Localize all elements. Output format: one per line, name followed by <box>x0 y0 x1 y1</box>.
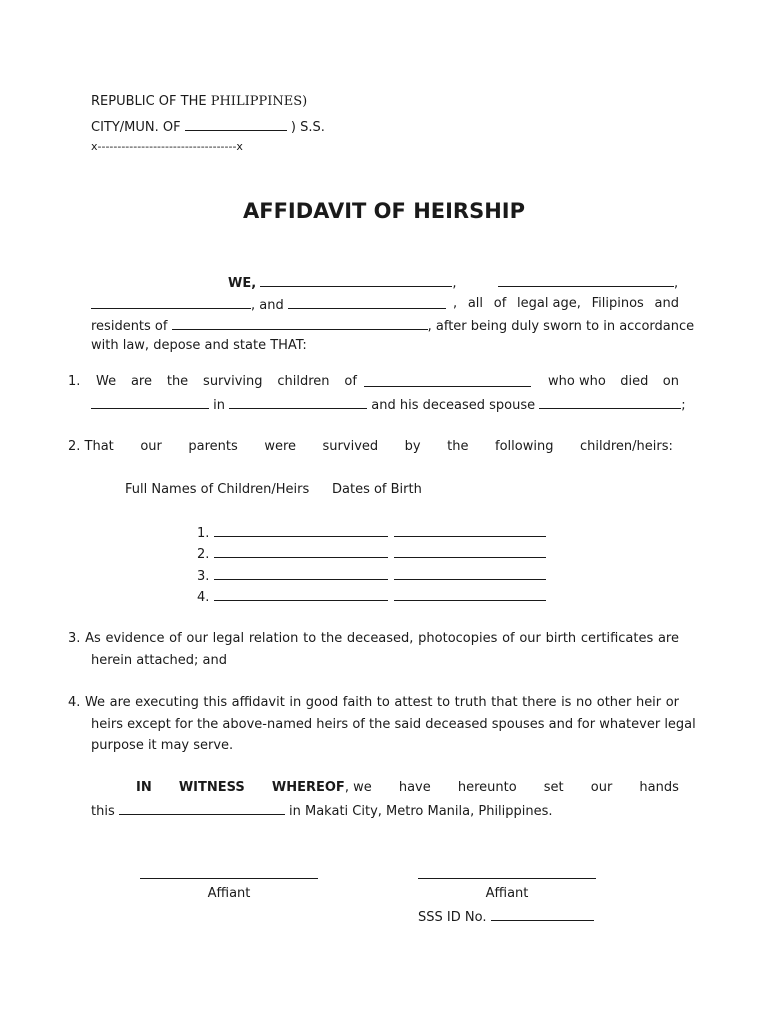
item1-who-died <box>548 374 679 390</box>
heir-row-number: 4. <box>197 590 210 605</box>
heir-name-blank-2[interactable] <box>498 274 674 287</box>
item1-line-2 <box>91 396 686 414</box>
item1-number: 1. <box>68 374 81 389</box>
item3-line-2: herein attached; and <box>91 653 228 668</box>
header-country: PHILIPPINES) <box>210 94 308 109</box>
intro-line-2 <box>91 296 446 314</box>
intro-we-line-right <box>498 274 678 292</box>
heir-row-dob-blank[interactable] <box>394 524 546 537</box>
header-republic-prefix: REPUBLIC OF THE <box>91 94 211 109</box>
item1-words <box>96 374 357 390</box>
witness-whereof: WHEREOF <box>271 780 345 795</box>
death-date-blank[interactable] <box>91 396 209 409</box>
heir-row <box>197 567 546 585</box>
item1-deceased-spouse: and his deceased spouse <box>371 398 536 413</box>
heir-row-dob-blank[interactable] <box>394 567 546 580</box>
affiant-label-right: Affiant <box>485 886 529 901</box>
heir-name-blank-3[interactable] <box>91 296 251 309</box>
item1-word: on <box>662 374 679 389</box>
item1-word: died <box>620 374 649 389</box>
item2-word: our <box>140 439 162 454</box>
intro-comma-2: , <box>674 276 679 291</box>
intro-depose: with law, depose and state THAT: <box>91 338 307 353</box>
header-separator: x-----------------------------------x <box>91 140 243 153</box>
affiant-label-left: Affiant <box>207 886 251 901</box>
heir-row-name-blank[interactable] <box>214 567 388 580</box>
witness-date-line <box>91 802 553 820</box>
col-header-names: Full Names of Children/Heirs <box>125 482 310 497</box>
item2-word: parents <box>188 439 238 454</box>
heir-row-number: 1. <box>197 526 210 541</box>
heir-name-blank-1[interactable] <box>260 274 452 287</box>
sss-id-label: SSS ID No. <box>418 910 487 925</box>
heir-row <box>197 588 546 606</box>
item2-word: following <box>495 439 554 454</box>
item2-word: 2. That <box>68 439 114 454</box>
document-title: AFFIDAVIT OF HEIRSHIP <box>242 199 526 223</box>
witness-word: our <box>590 780 613 795</box>
heir-name-blank-4[interactable] <box>288 296 446 309</box>
item1-word: of <box>344 374 357 389</box>
item2-word: children/heirs: <box>580 439 673 454</box>
intro-residents: residents of <box>91 319 168 334</box>
item1-word: We <box>96 374 117 389</box>
header-ss: ) S.S. <box>290 120 325 135</box>
item2-word: the <box>447 439 469 454</box>
heir-row-number: 2. <box>197 547 210 562</box>
item4-line-3: purpose it may serve. <box>91 738 234 753</box>
heir-row-dob-blank[interactable] <box>394 545 546 558</box>
heir-row-name-blank[interactable] <box>214 545 388 558</box>
heir-row-number: 3. <box>197 569 210 584</box>
heir-row-name-blank[interactable] <box>214 588 388 601</box>
residence-blank[interactable] <box>172 317 428 330</box>
death-place-blank[interactable] <box>229 396 367 409</box>
item2-line <box>68 439 673 455</box>
witness-word: have <box>398 780 431 795</box>
item1-in: in <box>213 398 225 413</box>
heir-row-name-blank[interactable] <box>214 524 388 537</box>
item2-word: by <box>404 439 421 454</box>
witness-in: IN <box>136 780 152 795</box>
signature-line-right[interactable] <box>418 878 596 879</box>
item4-line-1: 4. We are executing this affidavit in good faith to attest to truth that there is no other heir or <box>68 695 679 710</box>
intro-we: WE, <box>228 276 257 291</box>
witness-word: hereunto <box>457 780 517 795</box>
item4-line-2: heirs except for the above-named heirs of the said deceased spouses and for whatever legal <box>91 717 696 732</box>
heir-row <box>197 524 546 542</box>
item1-word: surviving <box>203 374 263 389</box>
intro-and: , and <box>251 298 284 313</box>
item1-word: the <box>166 374 189 389</box>
witness-witness: WITNESS <box>178 780 245 795</box>
item1-word: who who <box>548 374 606 389</box>
heir-row-dob-blank[interactable] <box>394 588 546 601</box>
intro-sworn: , after being duly sworn to in accordance <box>427 319 695 334</box>
heir-row <box>197 545 546 563</box>
intro-line-3 <box>91 317 694 335</box>
col-header-dates: Dates of Birth <box>332 482 422 497</box>
item2-word: were <box>264 439 296 454</box>
intro-legal-age: , all of legal age, Filipinos and <box>453 296 679 311</box>
city-blank[interactable] <box>185 118 287 131</box>
deceased-name-blank[interactable] <box>364 374 531 387</box>
header-republic <box>91 94 307 110</box>
witness-this: this <box>91 804 115 819</box>
item1-word: children <box>277 374 330 389</box>
witness-date-blank[interactable] <box>119 802 285 815</box>
witness-word: hands <box>639 780 679 795</box>
witness-place: in Makati City, Metro Manila, Philippines. <box>289 804 553 819</box>
item3-line-1: 3. As evidence of our legal relation to the deceased, photocopies of our birth certificates are <box>68 631 679 646</box>
item2-word: survived <box>322 439 379 454</box>
item1-semicolon: ; <box>681 398 686 413</box>
spouse-name-blank[interactable] <box>539 396 681 409</box>
header-city-prefix: CITY/MUN. OF <box>91 120 181 135</box>
sss-id-line <box>418 908 594 926</box>
witness-line <box>136 780 679 796</box>
signature-line-left[interactable] <box>140 878 318 879</box>
witness-word: set <box>543 780 564 795</box>
sss-id-blank[interactable] <box>491 908 594 921</box>
intro-we-line <box>228 274 456 292</box>
intro-comma-1: , <box>452 276 457 291</box>
witness-word: , we <box>344 780 372 795</box>
header-city <box>91 118 325 136</box>
item1-word: are <box>130 374 152 389</box>
